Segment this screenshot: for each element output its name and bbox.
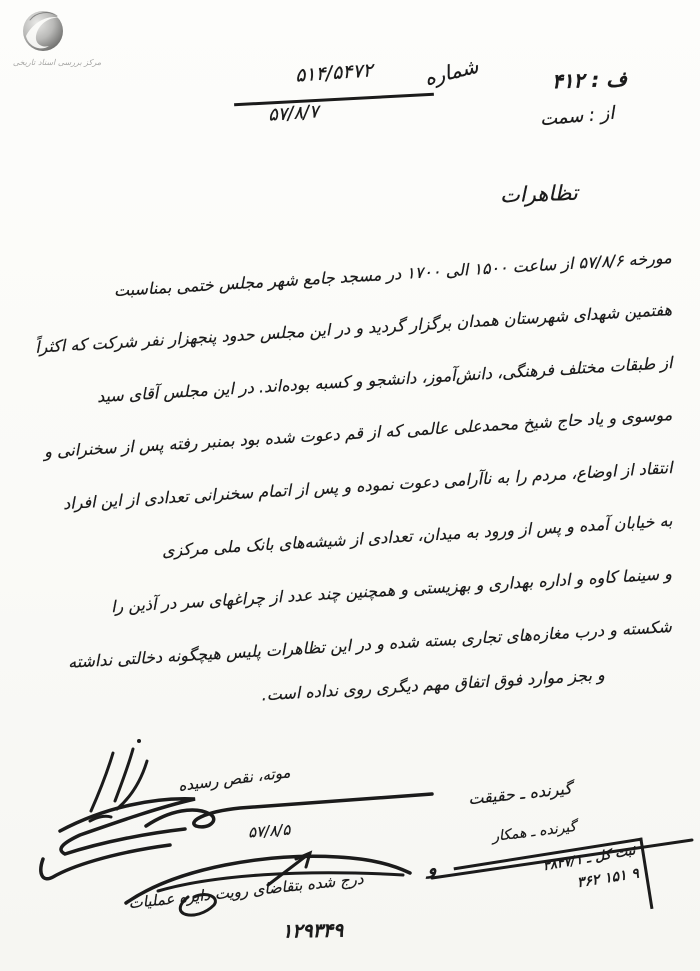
body-line-7: و سینما کاوه و اداره بهداری و بهزیستی و همچنین چند عدد از چراغهای سر در آذین را	[110, 564, 673, 617]
ref-date-value: ۵۷/۸/۷	[267, 101, 320, 126]
received-note: موته، نقص رسیده	[177, 763, 292, 795]
received-note-date: ۵۷/۸/۵	[247, 820, 291, 842]
body-line-5: انتقاد از اوضاع، مردم را به ناآرامی دعوت نموده و پس از اتمام سخنرانی تعدادی از این افراد	[62, 458, 673, 514]
classification-ref: ف : ۴۱۲	[551, 66, 628, 94]
document-title: تظاهرات	[499, 180, 579, 208]
stamp-side-mark: و	[428, 858, 437, 879]
body-line-1: مورخه ۵۷/۸/۶ از ساعت ۱۵۰۰ الی ۱۷۰۰ در مسجد جامع شهر مجلس ختمی بمناسبت	[113, 248, 673, 301]
registry-number: ۱۲۹۳۴۹	[281, 919, 344, 943]
stamp-registry-row: ثبت کل ـ ۳۸۴۷/۱	[541, 843, 637, 875]
recipient-line-2: گیرنده ـ همکار	[491, 818, 578, 846]
ref-number-label: شماره	[421, 53, 481, 91]
from-field: از : سمت	[539, 102, 616, 131]
body-line-3: از طبقات مختلف فرهنگی، دانش‌آموز، دانشجو و کسبه بوده‌اند. در این مجلس آقای سید	[96, 353, 673, 407]
ref-number-underline	[234, 93, 434, 106]
body-line-6: به خیابان آمده و پس از ورود به میدان، تعدادی از شیشه‌های بانک ملی مرکزی	[160, 511, 673, 561]
body-line-4: موسوی و یاد حاج شیخ محمدعلی عالمی که از قم دعوت شده بود بمنبر رفته پس از سخنرانی و	[43, 405, 673, 462]
archive-globe-logo-icon	[16, 6, 68, 58]
body-line-2: هفتمین شهدای شهرستان همدان برگزار گردید و در این مجلس حدود پنجهزار نفر شرکت که اکثراً	[34, 300, 673, 357]
recipient-line-1: گیرنده ـ حقیقت	[467, 778, 573, 809]
ref-number-value: ۵۱۴/۵۴۷۲	[294, 59, 374, 87]
body-line-9: و بجز موارد فوق اتفاق مهم دیگری روی نداده است.	[261, 665, 606, 705]
stamp-numbers-row: ۹ ۱۵۱ ۳۶۲	[575, 865, 641, 892]
archive-watermark-caption: مرکز بررسی اسناد تاریخی	[12, 58, 102, 67]
body-line-8: شکسته و درب مغازه‌های تجاری بسته شده و در این تظاهرات پلیس هیچگونه دخالتی نداشته	[67, 617, 673, 672]
filed-annotation: درج شده بتقاضای رویت دایره عملیات	[127, 869, 365, 913]
